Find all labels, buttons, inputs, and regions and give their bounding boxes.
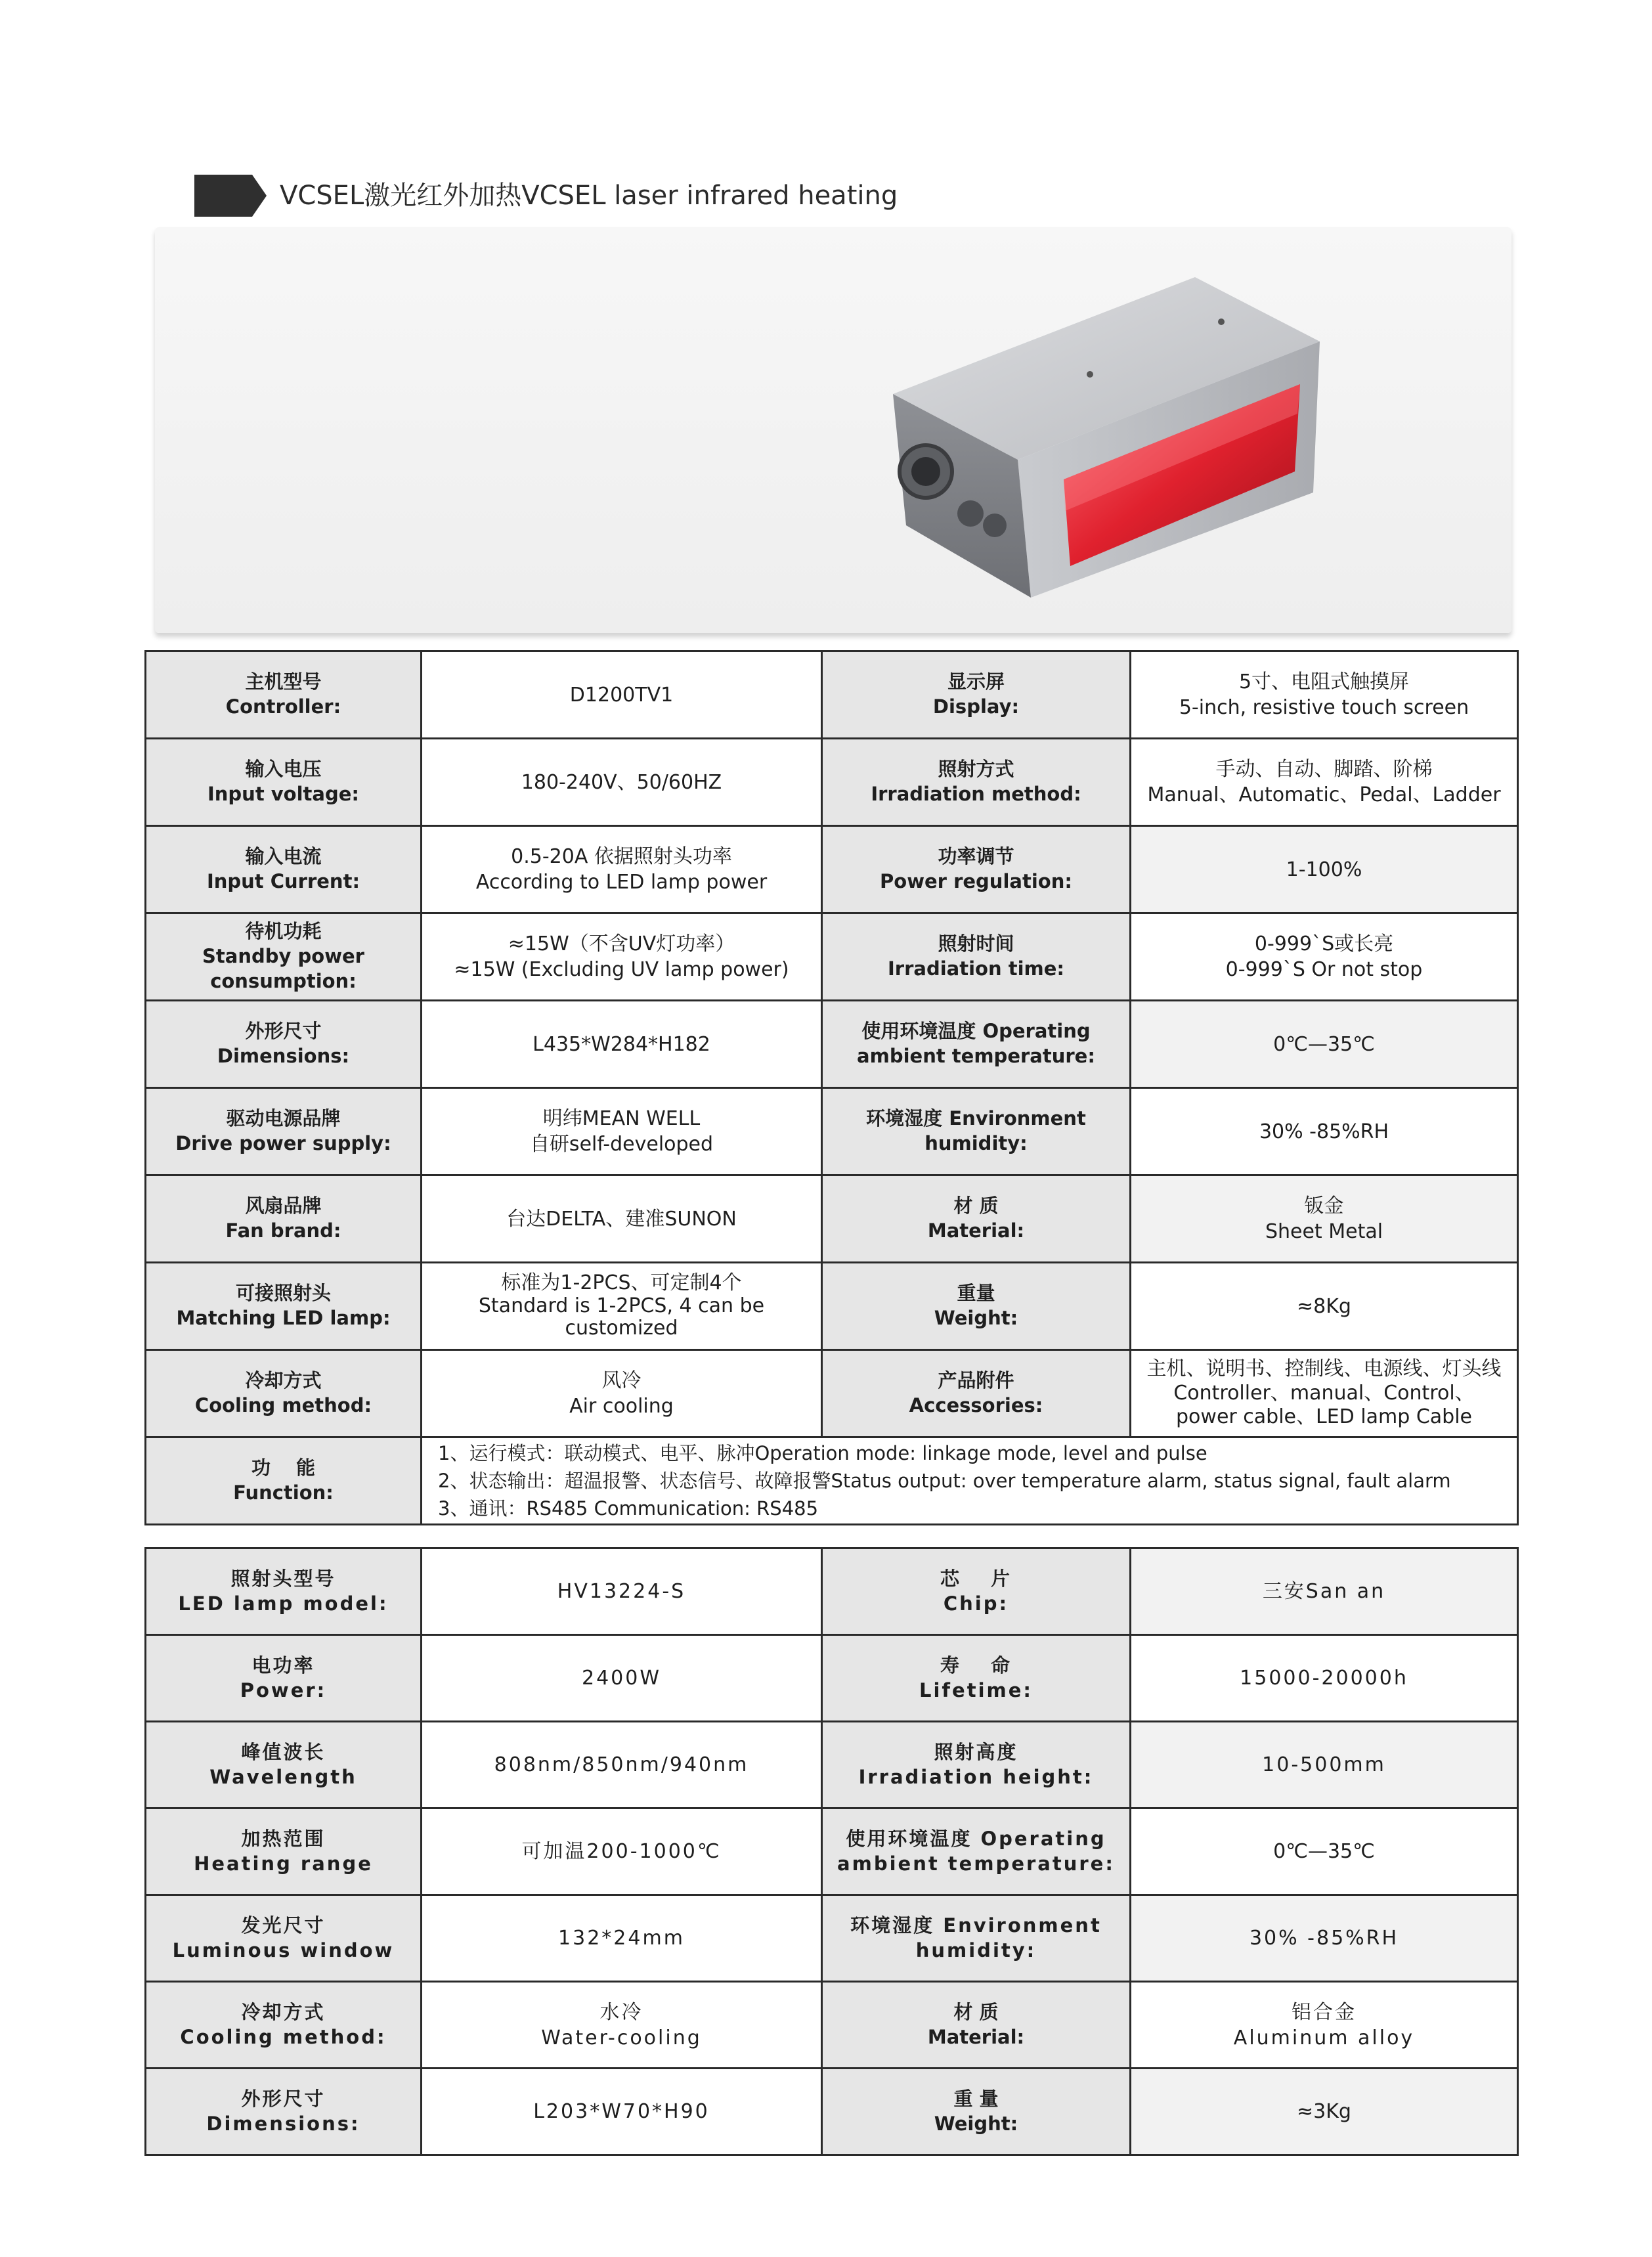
spec-label: 寿 命 Lifetime: (822, 1635, 1131, 1722)
table-row (146, 913, 1518, 1001)
spec-label: 外形尺寸 Dimensions: (146, 1001, 422, 1088)
spec-label: 照射时间 Irradiation time: (822, 913, 1131, 1001)
table-row (146, 1175, 1518, 1263)
table-row (146, 651, 1518, 739)
spec-label: 材 质 Material: (822, 1982, 1131, 2069)
spec-label: 显示屏 Display: (822, 651, 1131, 739)
spec-label: 功率调节 Power regulation: (822, 826, 1131, 913)
spec-label: 驱动电源品牌 Drive power supply: (146, 1088, 422, 1175)
spec-value: 钣金 Sheet Metal (1131, 1175, 1518, 1263)
spec-value: 15000-20000h (1131, 1635, 1518, 1722)
spec-label: 材 质 Material: (822, 1175, 1131, 1263)
spec-label: 重量 Weight: (822, 1263, 1131, 1350)
spec-value: 0-999`S或长亮 0-999`S Or not stop (1131, 913, 1518, 1001)
spec-value: 三安San an (1131, 1548, 1518, 1635)
spec-label: 主机型号 Controller: (146, 651, 422, 739)
table-row (146, 1437, 1518, 1525)
table-row (146, 2069, 1518, 2155)
spec-value: 明纬MEAN WELL 自研self-developed (422, 1088, 822, 1175)
spec-label: 风扇品牌 Fan brand: (146, 1175, 422, 1263)
table-row (146, 1808, 1518, 1895)
page-title: VCSEL激光红外加热VCSEL laser infrared heating (280, 181, 898, 211)
spec-value: L435*W284*H182 (422, 1001, 822, 1088)
spec-value: 0℃—35℃ (1131, 1001, 1518, 1088)
table-row (146, 1001, 1518, 1088)
spec-label: 待机功耗 Standby power consumption: (146, 913, 422, 1001)
table-row (146, 1722, 1518, 1808)
spec-label: 重 量 Weight: (822, 2069, 1131, 2155)
spec-value: 0℃—35℃ (1131, 1808, 1518, 1895)
spec-label: 电功率 Power: (146, 1635, 422, 1722)
spec-value: ≈3Kg (1131, 2069, 1518, 2155)
spec-value: 132*24mm (422, 1895, 822, 1982)
spec-label: 冷却方式 Cooling method: (146, 1350, 422, 1437)
spec-value: 808nm/850nm/940nm (422, 1722, 822, 1808)
spec-label: 冷却方式 Cooling method: (146, 1982, 422, 2069)
table-row (146, 1088, 1518, 1175)
spec-label: 芯 片 Chip: (822, 1548, 1131, 1635)
lamp-spec-table (144, 1547, 1519, 2156)
table-row (146, 1982, 1518, 2069)
spec-value: 台达DELTA、建准SUNON (422, 1175, 822, 1263)
spec-value: 风冷 Air cooling (422, 1350, 822, 1437)
spec-label: 使用环境温度 Operating ambient temperature: (822, 1808, 1131, 1895)
spec-value: 5寸、电阻式触摸屏 5-inch, resistive touch screen (1131, 651, 1518, 739)
spec-value: 0.5-20A 依据照射头功率 According to LED lamp power (422, 826, 822, 913)
table-row (146, 826, 1518, 913)
spec-label: 使用环境温度 Operating ambient temperature: (822, 1001, 1131, 1088)
table-row (146, 739, 1518, 826)
table-row (146, 1895, 1518, 1982)
spec-label: 可接照射头 Matching LED lamp: (146, 1263, 422, 1350)
spec-value: 手动、自动、脚踏、阶梯 Manual、Automatic、Pedal、Ladder (1131, 739, 1518, 826)
spec-value: 2400W (422, 1635, 822, 1722)
spec-label: 照射方式 Irradiation method: (822, 739, 1131, 826)
spec-label: 峰值波长 Wavelength (146, 1722, 422, 1808)
table-row (146, 1548, 1518, 1635)
spec-value: 可加温200-1000℃ (422, 1808, 822, 1895)
vcsel-heater-product-image (854, 263, 1366, 617)
spec-label: 功 能 Function: (146, 1437, 422, 1525)
spec-value: 30% -85%RH (1131, 1088, 1518, 1175)
spec-label: 输入电流 Input Current: (146, 826, 422, 913)
table-row (146, 1350, 1518, 1437)
table-row (146, 1635, 1518, 1722)
title-marker-icon (194, 175, 267, 217)
spec-value: 180-240V、50/60HZ (422, 739, 822, 826)
table-row (146, 1263, 1518, 1350)
spec-value: 30% -85%RH (1131, 1895, 1518, 1982)
spec-label: 产品附件 Accessories: (822, 1350, 1131, 1437)
spec-value: 铝合金 Aluminum alloy (1131, 1982, 1518, 2069)
function-description: 1、运行模式：联动模式、电平、脉冲Operation mode: linkage mode, level and pulse 2、状态输出：超温报警、状态信号、故障报警Status output: over temperature alarm, status signal, fault alarm 3、通讯：RS485 Communication: RS485 (422, 1437, 1518, 1525)
spec-value: ≈8Kg (1131, 1263, 1518, 1350)
spec-value: 标准为1-2PCS、可定制4个 Standard is 1-2PCS, 4 can be customized (422, 1263, 822, 1350)
spec-value: HV13224-S (422, 1548, 822, 1635)
spec-label: 环境湿度 Environment humidity: (822, 1088, 1131, 1175)
spec-value: D1200TV1 (422, 651, 822, 739)
spec-value: 1-100% (1131, 826, 1518, 913)
spec-label: 输入电压 Input voltage: (146, 739, 422, 826)
spec-value: 主机、说明书、控制线、电源线、灯头线 Controller、manual、Control、 power cable、LED lamp Cable (1131, 1350, 1518, 1437)
spec-value: L203*W70*H90 (422, 2069, 822, 2155)
spec-label: 外形尺寸 Dimensions: (146, 2069, 422, 2155)
spec-value: ≈15W（不含UV灯功率） ≈15W (Excluding UV lamp power) (422, 913, 822, 1001)
spec-value: 10-500mm (1131, 1722, 1518, 1808)
spec-label: 发光尺寸 Luminous window (146, 1895, 422, 1982)
spec-label: 照射头型号 LED lamp model: (146, 1548, 422, 1635)
spec-label: 照射高度 Irradiation height: (822, 1722, 1131, 1808)
spec-label: 环境湿度 Environment humidity: (822, 1895, 1131, 1982)
spec-value: 水冷 Water-cooling (422, 1982, 822, 2069)
controller-spec-table (144, 650, 1519, 1525)
spec-label: 加热范围 Heating range (146, 1808, 422, 1895)
